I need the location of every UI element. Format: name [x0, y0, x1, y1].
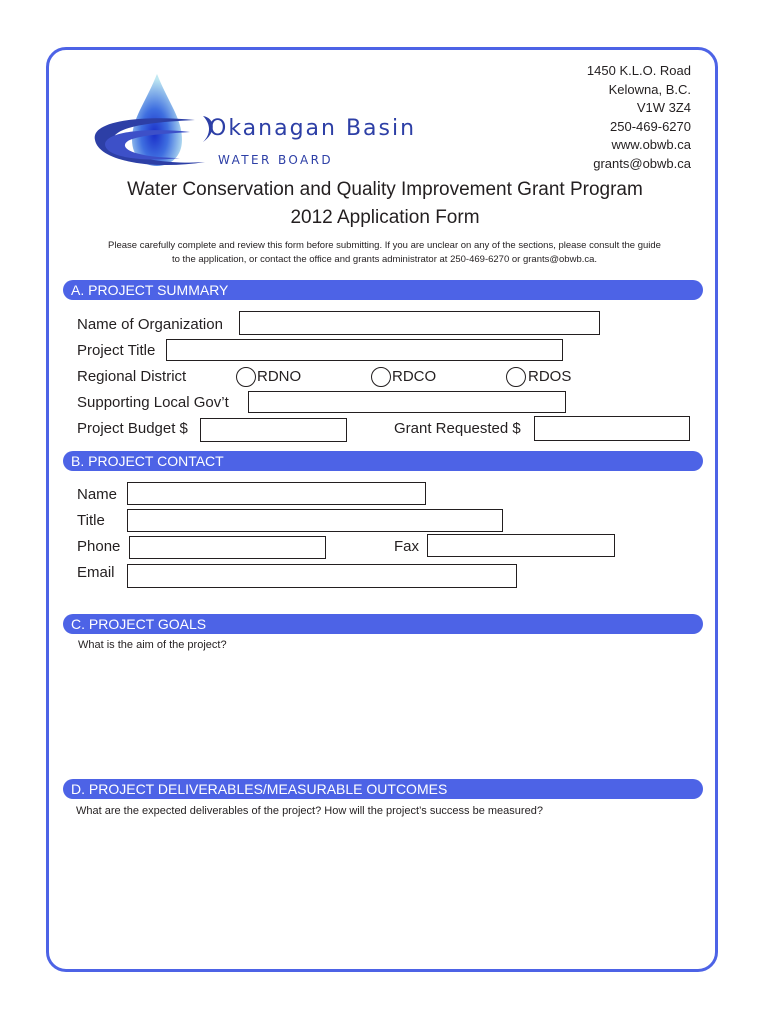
logo-subtitle: WATER BOARD — [218, 153, 333, 167]
contact-phone-label: Phone — [77, 538, 121, 555]
local-gov-label: Supporting Local Gov’t — [77, 394, 229, 411]
form-title: Water Conservation and Quality Improvement Grant Program — [127, 179, 643, 200]
grant-requested-input[interactable] — [534, 416, 690, 441]
contact-fax-input[interactable] — [427, 534, 615, 557]
rdos-label: RDOS — [528, 368, 572, 385]
address-city: Kelowna, B.C. — [608, 81, 691, 97]
contact-phone-input[interactable] — [129, 536, 326, 559]
address-street: 1450 K.L.O. Road — [586, 63, 691, 78]
regional-district-label: Regional District — [77, 368, 187, 385]
organization-input[interactable] — [239, 311, 600, 335]
form-subtitle: 2012 Application Form — [290, 207, 480, 228]
contact-title-input[interactable] — [127, 509, 503, 532]
rdco-radio[interactable] — [371, 367, 391, 387]
intro-line-2: to the application, or contact the office and grants administrator at 250-469-6270 or grants@obwb.ca. — [171, 254, 598, 265]
section-a-heading: A. PROJECT SUMMARY — [63, 280, 703, 300]
deliverables-prompt: What are the expected deliverables of the project? How will the project’s success be measured? — [76, 805, 543, 817]
contact-fax-label: Fax — [394, 538, 420, 555]
contact-email-label: Email — [77, 564, 115, 581]
grant-requested-label: Grant Requested $ — [394, 420, 521, 437]
intro-line-1: Please carefully complete and review this form before submitting. If you are unclear on any of the sections, please consult the guide — [108, 240, 661, 251]
address-website: www.obwb.ca — [611, 137, 691, 152]
section-d-heading: D. PROJECT DELIVERABLES/MEASURABLE OUTCOMES — [63, 779, 703, 799]
rdos-radio[interactable] — [506, 367, 526, 387]
address-email: grants@obwb.ca — [593, 155, 691, 171]
deliverables-text-area[interactable] — [63, 823, 703, 958]
logo-name: Okanagan Basin — [209, 116, 417, 141]
contact-name-input[interactable] — [127, 482, 426, 505]
address-postal: V1W 3Z4 — [636, 100, 691, 115]
rdco-label: RDCO — [392, 368, 437, 385]
contact-address — [587, 62, 691, 173]
organization-label: Name of Organization — [77, 316, 223, 333]
contact-name-label: Name — [77, 486, 118, 503]
section-c-heading: C. PROJECT GOALS — [63, 614, 703, 634]
project-budget-input[interactable] — [200, 418, 347, 442]
project-title-label: Project Title — [77, 342, 156, 359]
local-gov-input[interactable] — [248, 391, 566, 413]
project-budget-label: Project Budget $ — [77, 420, 188, 437]
project-title-input[interactable] — [166, 339, 563, 361]
goals-text-area[interactable] — [63, 656, 703, 774]
rdno-radio[interactable] — [236, 367, 256, 387]
address-phone: 250-469-6270 — [610, 118, 691, 134]
goals-prompt: What is the aim of the project? — [78, 639, 227, 651]
rdno-label: RDNO — [257, 368, 302, 385]
section-b-heading: B. PROJECT CONTACT — [63, 451, 703, 471]
contact-email-input[interactable] — [127, 564, 517, 588]
contact-title-label: Title — [77, 512, 105, 529]
